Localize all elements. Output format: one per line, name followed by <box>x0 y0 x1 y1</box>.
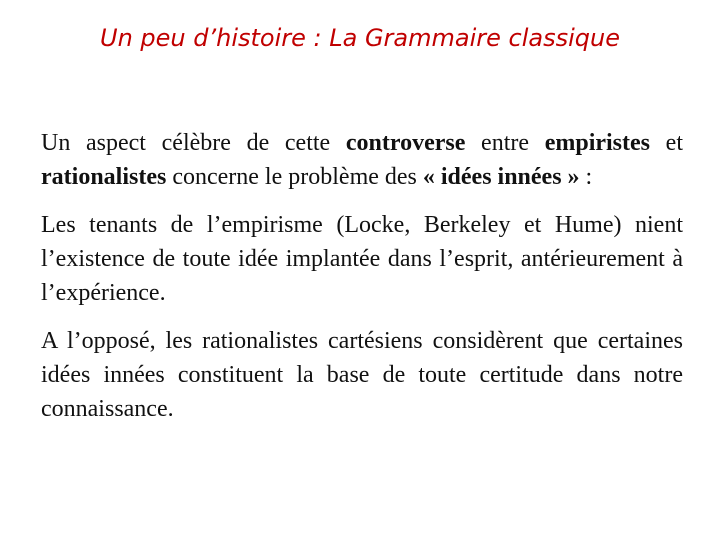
paragraph-controversy <box>41 126 683 194</box>
paragraph-empirism: Les tenants de l’empirisme (Locke, Berkeley et Hume) nient l’existence de toute idée implantée dans l’esprit, antérieurement à l’expérience. <box>41 212 683 306</box>
p1-text-5: : <box>579 164 593 190</box>
slide-body <box>41 126 683 426</box>
p1-text-3: et <box>650 130 684 156</box>
p1-text-4: concerne le problème des <box>166 164 423 190</box>
p1-text-1: Un aspect célèbre de cette <box>41 130 346 156</box>
p1-bold-idees-innees: « idées innées » <box>422 164 580 190</box>
slide-title: Un peu d’histoire : La Grammaire classique <box>100 24 620 52</box>
p1-text-2: entre <box>465 130 545 156</box>
p1-bold-controverse: controverse <box>345 130 466 156</box>
paragraph-rationalism: A l’opposé, les rationalistes cartésiens considèrent que certaines idées innées constituent la base de toute certitude dans notre connaissance. <box>41 328 683 422</box>
p1-bold-empiristes: empiristes <box>544 130 651 156</box>
p1-bold-rationalistes: rationalistes <box>41 164 167 190</box>
